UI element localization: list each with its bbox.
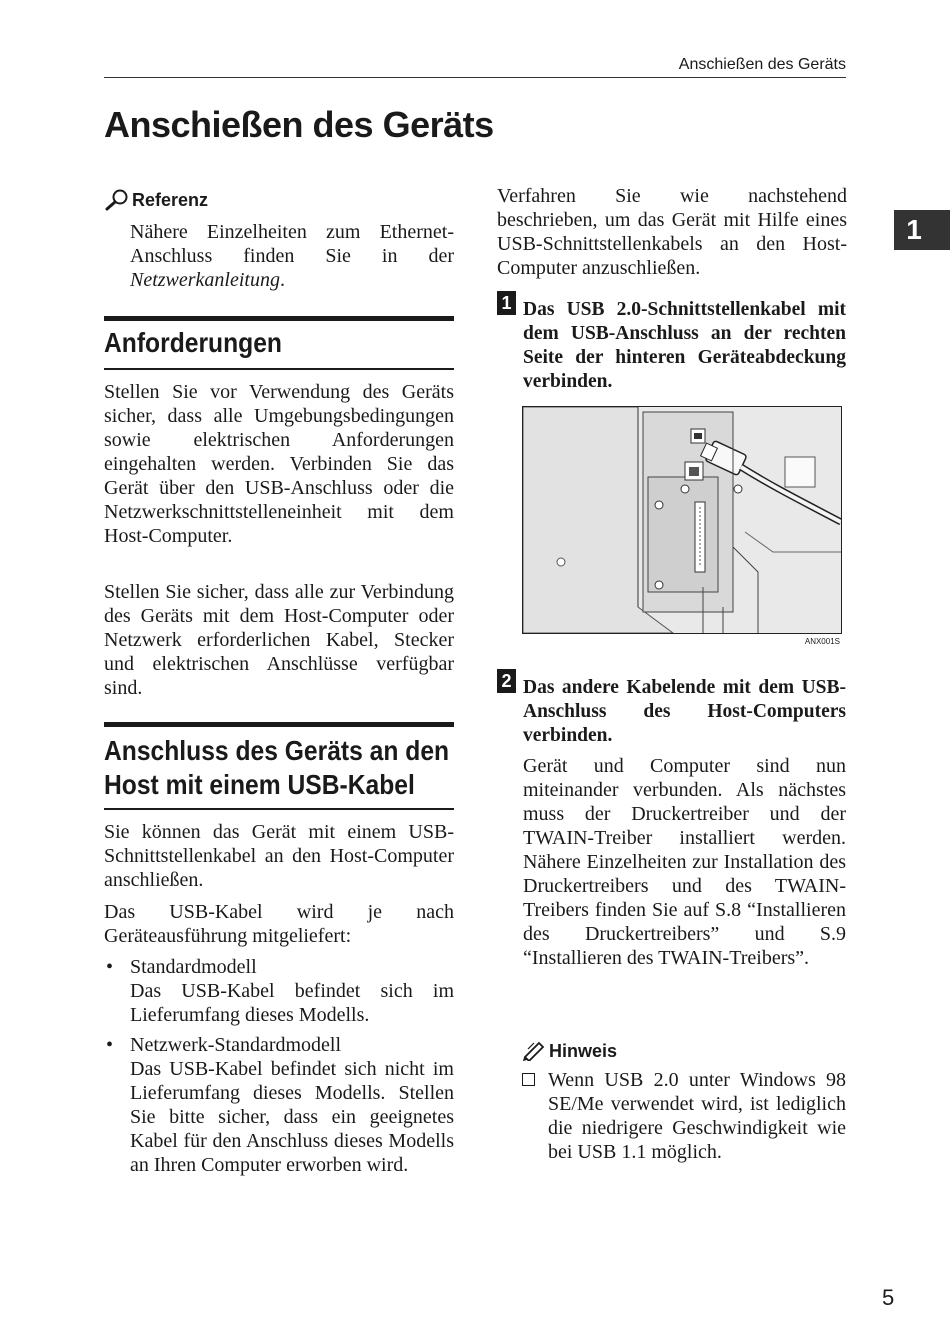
step-number-1: 1 <box>497 291 516 315</box>
figure-code: ANX001S <box>804 637 840 646</box>
chapter-tab <box>894 210 950 250</box>
list-item <box>104 955 454 1027</box>
bullet-icon: • <box>106 1034 114 1056</box>
section-heading-usb <box>104 734 496 802</box>
reference-label: Referenz <box>132 190 209 210</box>
list-item-title: Standardmodell <box>130 956 257 978</box>
section-heading-requirements: Anforderungen <box>104 327 282 358</box>
list-item <box>104 1033 454 1177</box>
step-2-body: Gerät und Computer sind nun miteinander verbunden. Als nächstes muss der Druckertreiber und der TWAIN-Treiber installiert werden. Nähere Einzelheiten zur Installation des Druckertreibers und des TWAIN-Treibers finden Sie auf S.8 “Installieren des Druckertreibers” und S.9 “Installieren des TWAIN-Treibers”. <box>523 755 846 969</box>
page-number: 5 <box>882 1285 895 1310</box>
reference-heading <box>104 190 208 211</box>
section-top-rule <box>104 722 454 727</box>
printer-rear-drawing <box>523 407 841 633</box>
usb-heading-line2: Host mit einem USB-Kabel <box>104 769 415 800</box>
usb-connection-illustration <box>522 406 842 634</box>
bullet-icon: • <box>106 956 114 978</box>
procedure-intro: Verfahren Sie wie nachstehend beschrieben, um das Gerät mit Hilfe eines USB-Schnittstellenkabels an den Host-Computer anzuschließen. <box>497 185 847 279</box>
list-item-title: Netzwerk-Standardmodell <box>130 1034 342 1056</box>
page-title: Anschießen des Geräts <box>104 104 494 145</box>
step-2-text: Das andere Kabelende mit dem USB-Anschluss des Host-Computers verbinden. <box>523 677 846 746</box>
section-top-rule <box>104 316 454 321</box>
manual-name: Netzwerkanleitung <box>130 269 280 291</box>
model-list <box>104 955 454 1177</box>
section-bottom-rule <box>104 808 454 810</box>
usb-heading-line1: Anschluss des Geräts an den <box>104 735 450 766</box>
usb-paragraph-2: Das USB-Kabel wird je nach Geräteausführung mitgeliefert: <box>104 901 454 947</box>
header-rule <box>104 77 846 78</box>
usb-paragraph-1: Sie können das Gerät mit einem USB-Schnittstellenkabel an den Host-Computer anschließen. <box>104 821 454 891</box>
checkbox-icon <box>522 1073 535 1086</box>
note-item <box>522 1068 846 1164</box>
step-number-2: 2 <box>497 669 516 693</box>
magnifier-icon <box>104 188 130 212</box>
chapter-number: 1 <box>906 214 922 245</box>
requirements-paragraph-2: Stellen Sie sicher, dass alle zur Verbindung des Geräts mit dem Host-Computer oder Netzwerk erforderlichen Kabel, Stecker und elektrischen Anschlüsse verfügbar sind. <box>104 581 454 699</box>
note-text: Wenn USB 2.0 unter Windows 98 SE/Me verwendet wird, ist lediglich die niedrigere Geschwindigkeit wie bei USB 1.1 möglich. <box>548 1069 846 1163</box>
requirements-paragraph-1: Stellen Sie vor Verwendung des Geräts sicher, dass alle Umgebungsbedingungen sowie elektrischen Anforderungen eingehalten werden. Verbinden Sie das Gerät über den USB-Anschluss oder die Netzwerkschnittstelleneinheit mit dem Host-Computer. <box>104 381 454 547</box>
running-header: Anschießen des Geräts <box>678 56 846 73</box>
note-heading <box>522 1041 617 1062</box>
list-item-text: Das USB-Kabel befindet sich nicht im Lieferumfang dieses Modells. Stellen Sie bitte sicher, dass ein geeignetes Kabel für den Anschluss dieses Modells an Ihren Computer erworben wird. <box>130 1058 454 1176</box>
note-label: Hinweis <box>549 1041 618 1061</box>
pencil-icon <box>522 1039 546 1061</box>
reference-text: Nähere Einzelheiten zum Ethernet-Anschluss finden Sie in der Netzwerkanleitung. <box>130 221 454 291</box>
step-1-text: Das USB 2.0-Schnittstellenkabel mit dem USB-Anschluss an der rechten Seite der hinteren Geräteabdeckung verbinden. <box>523 299 846 392</box>
list-item-text: Das USB-Kabel befindet sich im Lieferumfang dieses Modells. <box>130 980 454 1026</box>
section-bottom-rule <box>104 368 454 370</box>
